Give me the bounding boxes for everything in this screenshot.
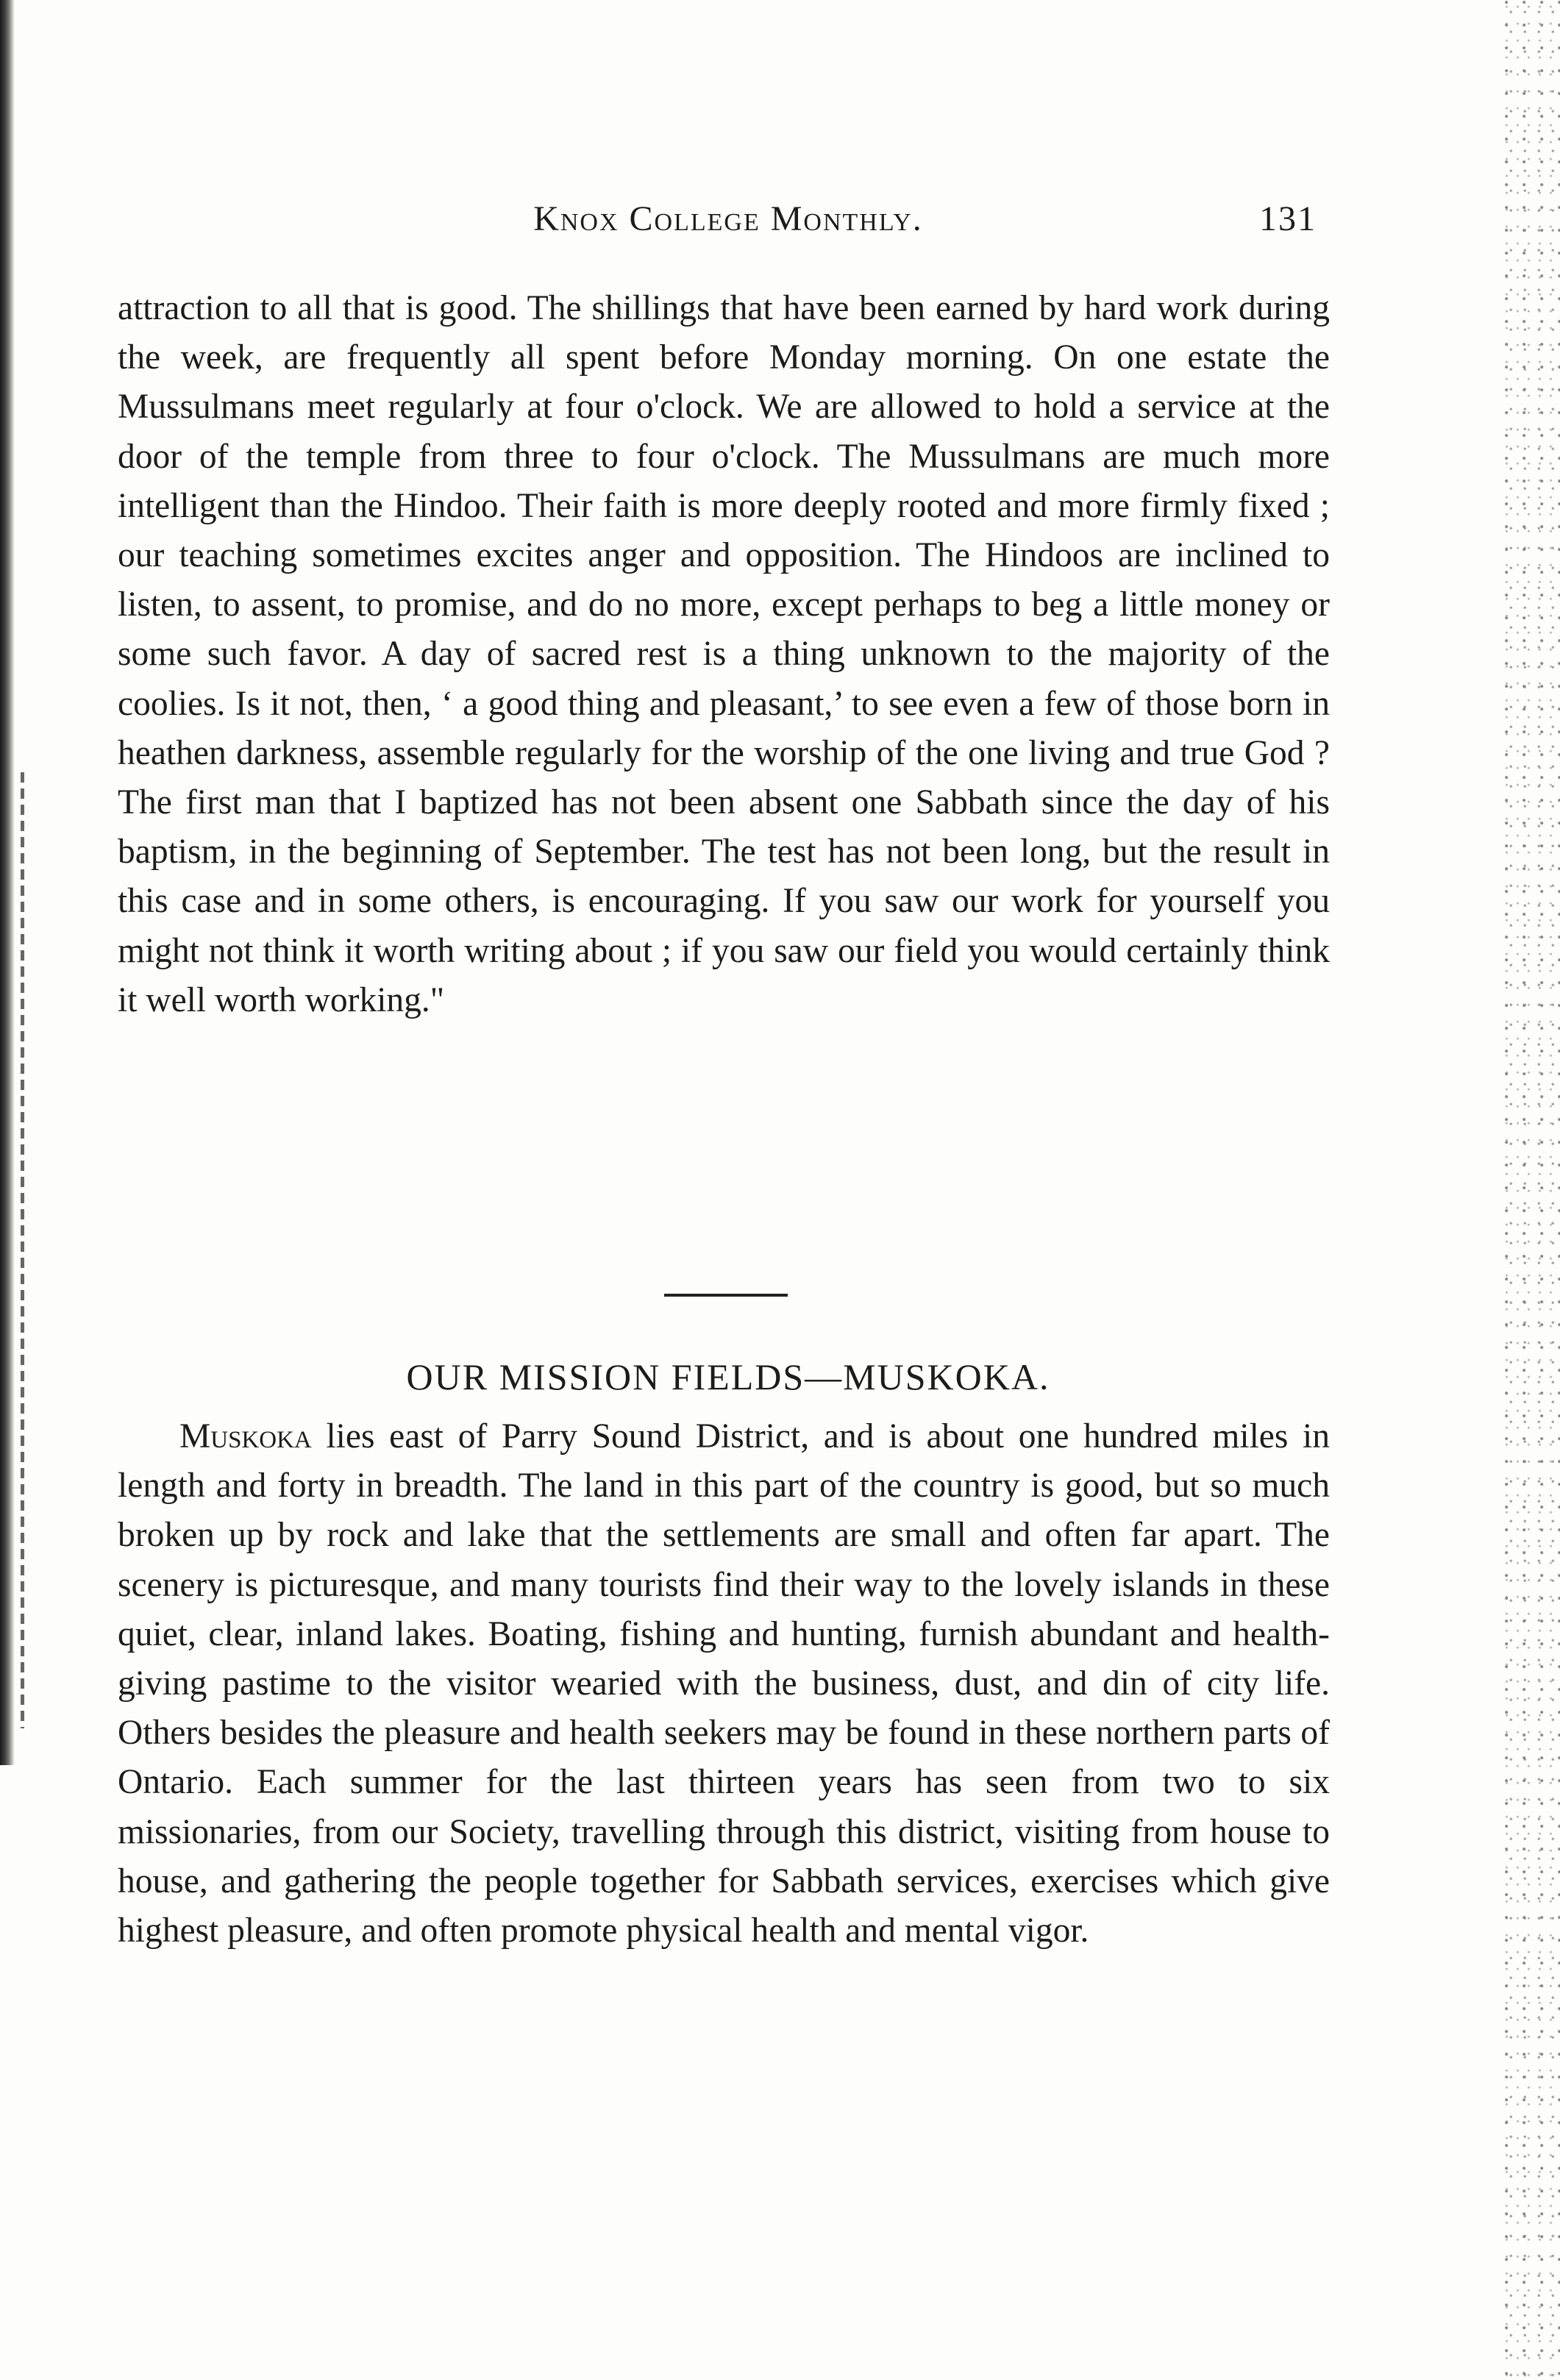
page-edge-speckles bbox=[1501, 0, 1560, 2380]
running-title: Knox College Monthly. bbox=[533, 199, 923, 238]
section-paragraph-text: lies east of Parry Sound District, and is about one hundred miles in length and forty in breadth. The land in this part of the country is good, but so much broken up by rock and lake that the settlements are small and often far apart. The scenery is picturesque, and many tourists find their way to the lovely islands in these quiet, clear, inland lakes. Boating, fishing and hunting, furnish abundant and health-giving pastime to the visitor wearied with the business, dust, and din of city life. Others besides the pleasure and health seekers may be found in these northern parts of Ontario. Each summer for the last thirteen years has seen from two to six missionaries, from our Society, travelling through this district, visiting from house to house, and gathering the people together for Sabbath services, exercises which give highest pleasure, and often promote physical health and mental vigor. bbox=[118, 1417, 1330, 1950]
running-head bbox=[118, 197, 1339, 249]
section-paragraph bbox=[118, 1412, 1330, 1956]
binding-edge-marks bbox=[21, 772, 24, 1728]
section-heading: OUR MISSION FIELDS—MUSKOKA. bbox=[406, 1356, 1050, 1397]
lead-word: Muskoka bbox=[179, 1417, 312, 1456]
section-divider bbox=[664, 1294, 788, 1297]
page-number: 131 bbox=[1259, 199, 1317, 238]
continued-paragraph: attraction to all that is good. The shillings that have been earned by hard work during the week, are frequently all spent before Monday morning. On one estate the Mussulmans meet regularly at four o'clock. We are allowed to hold a service at the door of the temple from three to four o'clock. The Mussulmans are much more intelligent than the Hindoo. Their faith is more deeply rooted and more firmly fixed ; our teaching sometimes excites anger and opposition. The Hindoos are inclined to listen, to assent, to promise, and do no more, except perhaps to beg a little money or some such favor. A day of sacred rest is a thing unknown to the majority of the coolies. Is it not, then, ‘ a good thing and pleasant,’ to see even a few of those born in heathen darkness, assemble regularly for the worship of the one living and true God ? The first man that I baptized has not been absent one Sabbath since the day of his baptism, in the beginning of September. The test has not been long, but the result in this case and in some others, is encouraging. If you saw our work for yourself you might not think it worth writing about ; if you saw our field you would certainly think it well worth working." bbox=[118, 289, 1330, 1019]
binding-edge bbox=[0, 0, 15, 1765]
